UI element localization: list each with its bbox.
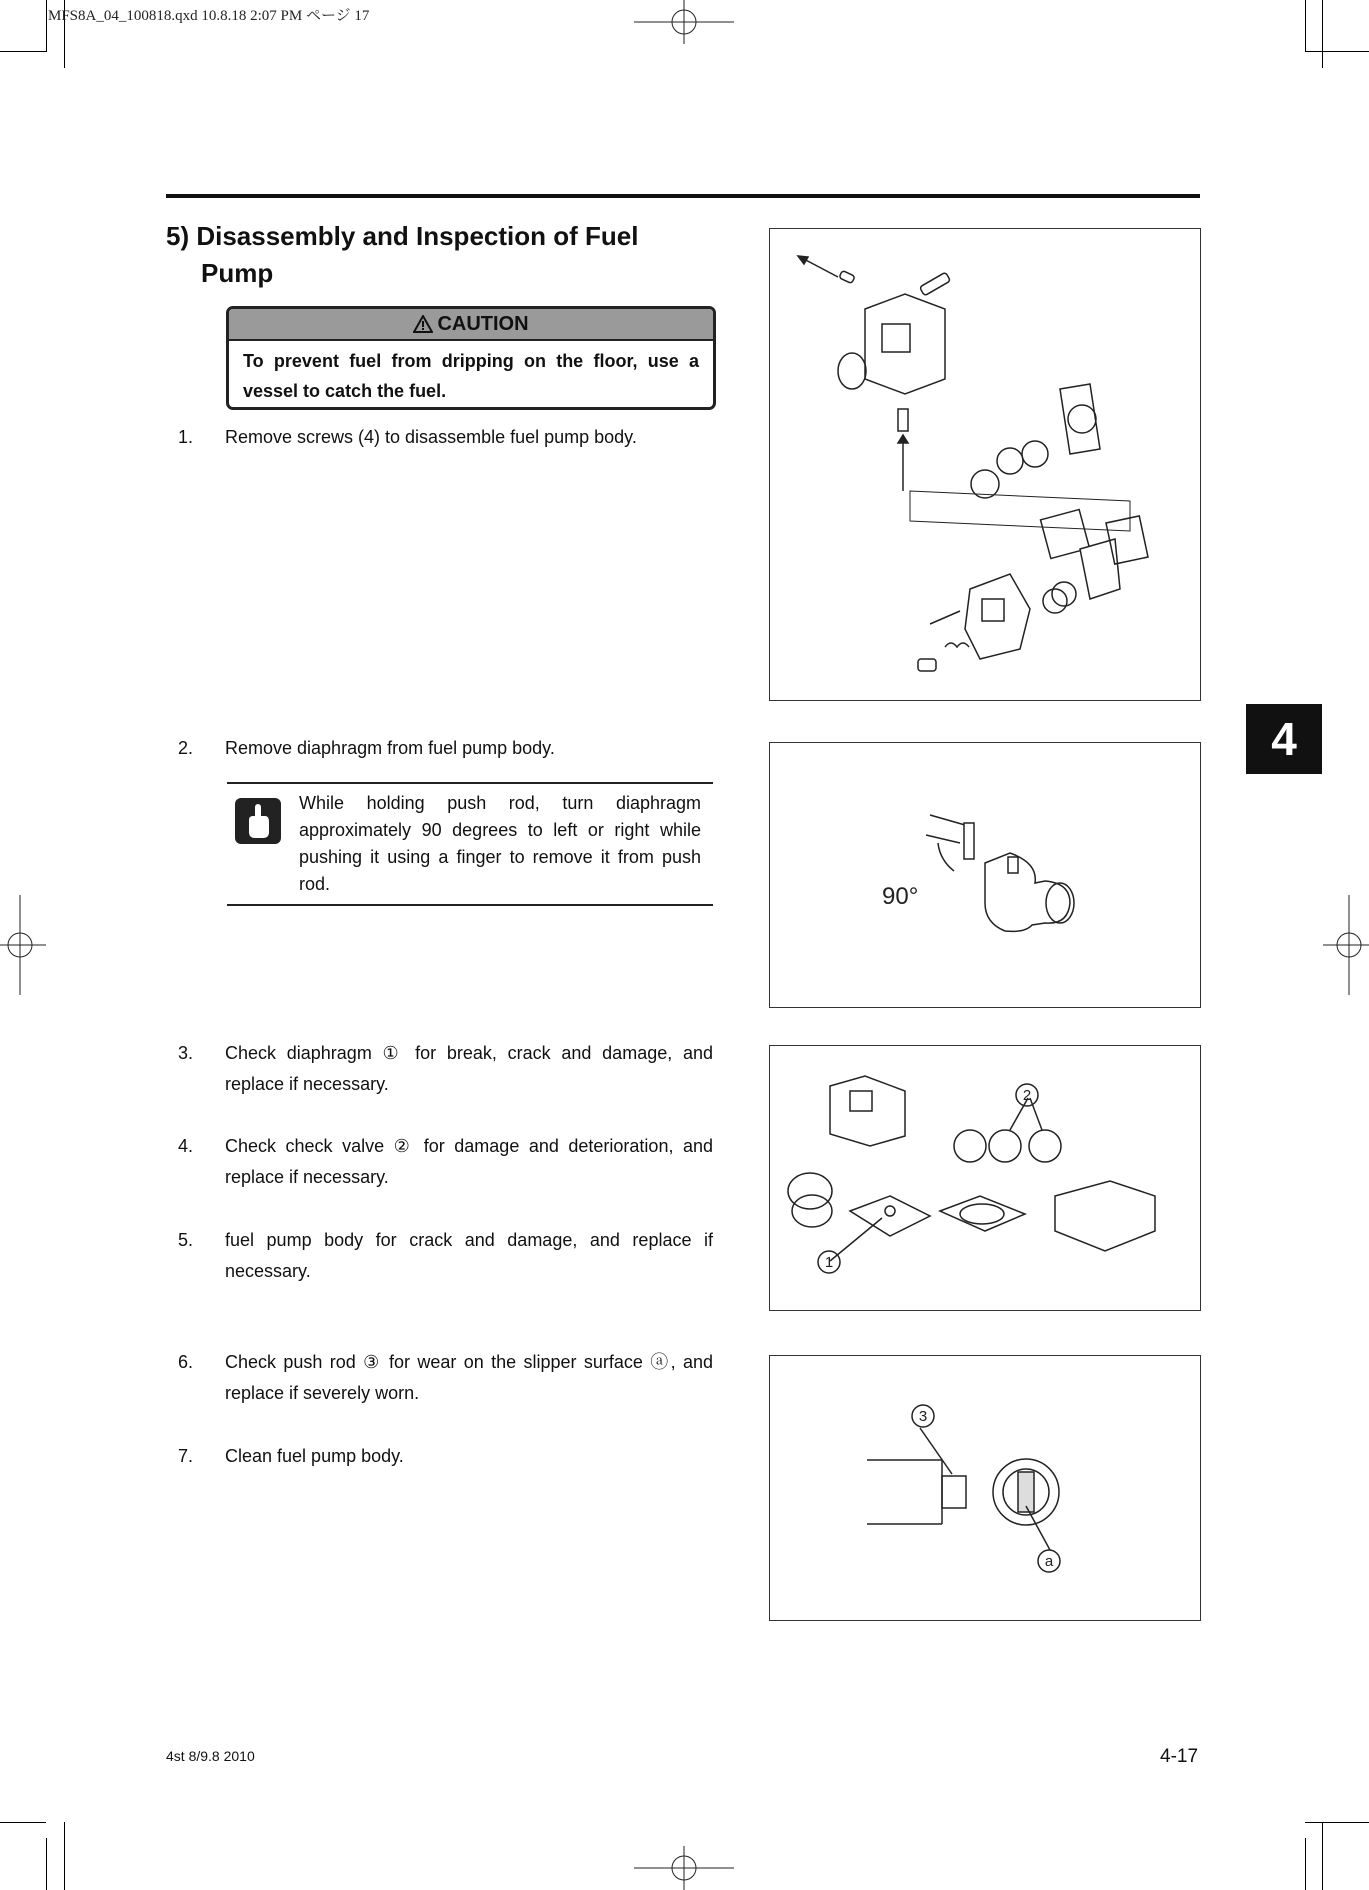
fig3-callout-1: [816, 1249, 842, 1275]
step-text: Check diaphragm ① for break, crack and damage, and replace if necessary.: [225, 1043, 713, 1094]
figure-push-rod: [769, 1355, 1201, 1621]
step-number: 1.: [178, 427, 194, 447]
fig3-callout-2: [1014, 1082, 1040, 1108]
step-text: Check check valve ② for damage and deterioration, and replace if necessary.: [225, 1136, 713, 1187]
caution-box: [226, 306, 716, 410]
registration-mark-right: [1323, 895, 1369, 995]
section-title-line2: Pump: [201, 258, 274, 288]
pointing-hand-icon: [235, 798, 281, 844]
step-number: 3.: [178, 1043, 194, 1063]
file-header: MFS8A_04_100818.qxd 10.8.18 2:07 PM ページ 17: [48, 8, 370, 24]
chapter-tab: 4: [1246, 704, 1322, 774]
page-number: 4-17: [1160, 1746, 1199, 1767]
fig2-angle-label: 90°: [882, 883, 919, 910]
step-number: 2.: [178, 738, 194, 758]
step-text: Remove screws (4) to disassemble fuel pump body.: [225, 427, 637, 447]
warning-icon: [413, 315, 433, 333]
step-text: Clean fuel pump body.: [225, 1446, 404, 1466]
svg-text:1: 1: [824, 1254, 834, 1271]
note-block: [227, 782, 713, 906]
section-title-line1: 5) Disassembly and Inspection of Fuel: [166, 221, 639, 251]
registration-mark-bottom: [634, 1846, 734, 1890]
step-number: 4.: [178, 1136, 194, 1156]
step-text: fuel pump body for crack and damage, and replace if necessary.: [225, 1230, 713, 1281]
top-rule: [166, 194, 1200, 198]
footer-model: 4st 8/9.8 2010: [166, 1748, 255, 1764]
caution-header: [229, 309, 713, 341]
registration-mark-top: [634, 0, 734, 44]
step-number: 5.: [178, 1230, 194, 1250]
section-title: [166, 218, 726, 292]
figure-diaphragm-and-valves: [769, 1045, 1201, 1311]
svg-text:3: 3: [918, 1408, 928, 1425]
note-text: While holding push rod, turn diaphragm approximately 90 degrees to left or right while pushing it using a finger to remove it from push rod.: [299, 793, 701, 894]
registration-mark-left: [0, 895, 46, 995]
figure-diaphragm-rotation: [769, 742, 1201, 1008]
step-number: 6.: [178, 1352, 194, 1372]
figure-exploded-fuel-pump: [769, 228, 1201, 701]
step-text: Check push rod ③ for wear on the slipper surface ⓐ, and replace if severely worn.: [225, 1352, 713, 1403]
fig4-callout-a: [1036, 1548, 1062, 1574]
step-number: 7.: [178, 1446, 194, 1466]
svg-text:2: 2: [1022, 1087, 1032, 1104]
svg-text:a: a: [1044, 1553, 1054, 1570]
caution-text: To prevent fuel from dripping on the floor, use a vessel to catch the fuel.: [243, 351, 699, 401]
step-text: Remove diaphragm from fuel pump body.: [225, 738, 555, 758]
fig4-callout-3: [910, 1403, 936, 1429]
caution-label: CAUTION: [437, 313, 529, 335]
